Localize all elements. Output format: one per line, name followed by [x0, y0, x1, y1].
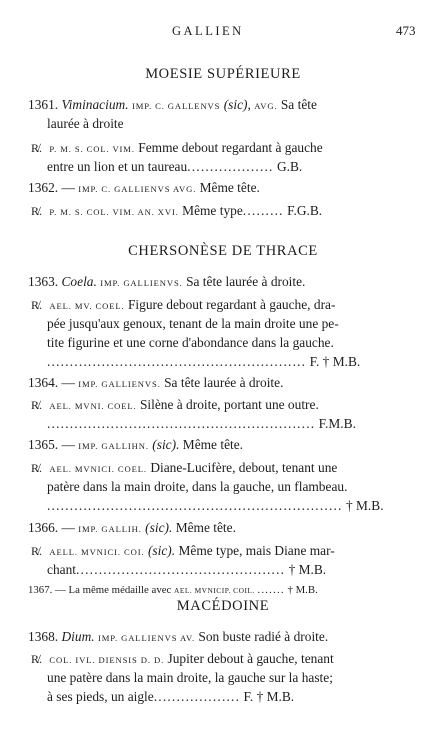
entry-1363-line2: pée jusqu'aux genoux, tenant de la main droite une pe- — [47, 316, 339, 331]
description: Silène à droite, portant une outre. — [139, 397, 319, 412]
dash: — — [61, 520, 75, 535]
reverse-mark: R̸. — [31, 461, 43, 475]
legend: AVG. — [254, 101, 278, 111]
leader-dots: ......... — [242, 203, 284, 218]
legend: IMP. C. GALLENVS — [131, 101, 221, 111]
entry-1361-obverse — [28, 95, 317, 116]
dash: — — [61, 437, 75, 452]
legend: AEL. MVNICIP. COIL. — [174, 586, 255, 595]
description: Même type — [182, 203, 243, 218]
entry-1364-line2 — [47, 414, 356, 433]
entry-1364 — [28, 373, 283, 394]
entry-1365-reverse — [31, 458, 337, 479]
entry-1363-obverse — [28, 272, 305, 293]
entry-1365-line2: patère dans la main droite, dans la gauche, un flambeau. — [47, 479, 348, 494]
sic-note: (sic), — [223, 97, 251, 112]
entry-1365-line3 — [47, 496, 384, 515]
entry-1366-reverse — [31, 541, 335, 562]
entry-number: 1368. — [28, 629, 59, 644]
entry-number: 1364. — [28, 375, 59, 390]
section-heading-chersonese: CHERSONÈSE DE THRACE — [128, 243, 318, 259]
entry-1363-line3: tite figurine et une corne d'abondance dans la gauche. — [47, 335, 334, 350]
page-number: 473 — [396, 23, 416, 38]
grade: F. † M.B. — [309, 354, 361, 369]
grade: G.B. — [276, 159, 303, 174]
section-heading-macedoine: MACÉDOINE — [176, 598, 270, 614]
grade: F.G.B. — [287, 203, 323, 218]
sic-note: (sic). — [147, 543, 176, 558]
reverse-mark: R̸. — [31, 398, 43, 412]
entry-number: 1365. — [28, 437, 59, 452]
entry-number: 1367. — [28, 584, 53, 596]
legend: IMP. C. GALLIENVS AVG. — [78, 184, 197, 194]
entry-number: 1362. — [28, 180, 59, 195]
mint-name: Dium. — [61, 629, 95, 644]
entry-1361-obverse-cont: laurée à droite — [47, 116, 124, 131]
entry-1361-reverse — [31, 138, 323, 159]
legend: IMP. GALLIH. — [78, 524, 142, 534]
description: Sa tête laurée à droite. — [164, 375, 284, 390]
entry-1366-line2 — [47, 560, 326, 579]
entry-1364-reverse — [31, 395, 319, 416]
entry-1368-line3 — [47, 687, 294, 706]
leader-dots: ........................................................... — [47, 416, 316, 431]
entry-1362 — [28, 178, 260, 199]
reverse-mark: R̸. — [31, 141, 43, 155]
entry-1366 — [28, 518, 236, 539]
reverse-mark: R̸. — [31, 544, 43, 558]
reverse-mark: R̸. — [31, 204, 43, 218]
legend: AEL. MVNICI. COEL. — [49, 464, 147, 474]
legend: IMP. GALLIHN. — [78, 441, 149, 451]
legend: P. M. S. COL. VIM. AN. XVI. — [49, 207, 179, 217]
entry-1365 — [28, 435, 243, 456]
entry-number: 1361. — [28, 97, 59, 112]
dash: — — [55, 584, 66, 596]
mint-name: Viminacium. — [61, 97, 129, 112]
description: Diane-Lucifère, debout, tenant une — [150, 460, 338, 475]
grade: † M.B. — [287, 584, 318, 596]
description: Même type, mais Diane mar- — [178, 543, 335, 558]
entry-1368-obverse — [28, 627, 328, 648]
sic-note: (sic). — [145, 520, 173, 535]
entry-1368-line2: une patère dans la main droite, la gauche sur la haste; — [47, 670, 333, 685]
description: entre un lion et un taureau — [47, 159, 188, 174]
description: Même tête. — [175, 520, 236, 535]
sic-note: (sic). — [152, 437, 180, 452]
entry-1362-reverse — [31, 201, 322, 222]
section-heading-moesie: MOESIE SUPÉRIEURE — [145, 66, 301, 82]
entry-number: 1363. — [28, 274, 59, 289]
legend: AEL. MV. COEL. — [49, 301, 125, 311]
grade: F. † M.B. — [243, 689, 295, 704]
description: Sa tête laurée à droite. — [186, 274, 306, 289]
description: Son buste radié à droite. — [198, 629, 329, 644]
leader-dots: ................... — [187, 159, 274, 174]
leader-dots: ................................................................. — [47, 498, 343, 513]
description: Femme debout regardant à gauche — [138, 140, 323, 155]
leader-dots: ................... — [153, 689, 241, 704]
description: La même médaille avec — [68, 584, 172, 596]
leader-dots: .............................................. — [76, 562, 286, 577]
description: à ses pieds, un aigle — [47, 689, 154, 704]
grade: † M.B. — [288, 562, 327, 577]
grade: † M.B. — [345, 498, 384, 513]
entry-1361-reverse-cont — [47, 157, 302, 176]
legend: COL. IVL. DIENSIS D. D. — [49, 655, 165, 665]
legend: AEL. MVNI. COEL. — [49, 401, 137, 411]
description: Même tête. — [182, 437, 244, 452]
legend: P. M. S. COL. VIM. — [49, 144, 135, 154]
legend: IMP. GALLIENVS AV. — [97, 633, 196, 643]
entry-1368-reverse — [31, 649, 334, 670]
dash: — — [61, 375, 75, 390]
description: Même tête. — [199, 180, 260, 195]
legend: IMP. GALLIENVS. — [100, 278, 183, 288]
entry-1363-line4 — [47, 352, 360, 371]
dash: — — [61, 180, 75, 195]
grade: F.M.B. — [318, 416, 356, 431]
entry-1363-reverse — [31, 295, 335, 316]
legend: IMP. GALLIENVS. — [78, 379, 161, 389]
reverse-mark: R̸. — [31, 298, 43, 312]
leader-dots: ....... — [257, 584, 285, 596]
legend: AELL. MVNICI. COI. — [49, 547, 145, 557]
description: Jupiter debout à gauche, tenant — [167, 651, 334, 666]
description: Figure debout regardant à gauche, dra- — [127, 297, 336, 312]
description: chant — [47, 562, 76, 577]
entry-number: 1366. — [28, 520, 59, 535]
reverse-mark: R̸. — [31, 652, 43, 666]
mint-name: Coela. — [61, 274, 97, 289]
description: Sa tête — [280, 97, 317, 112]
leader-dots: ......................................................... — [47, 354, 307, 369]
running-title: GALLIEN — [172, 24, 244, 38]
